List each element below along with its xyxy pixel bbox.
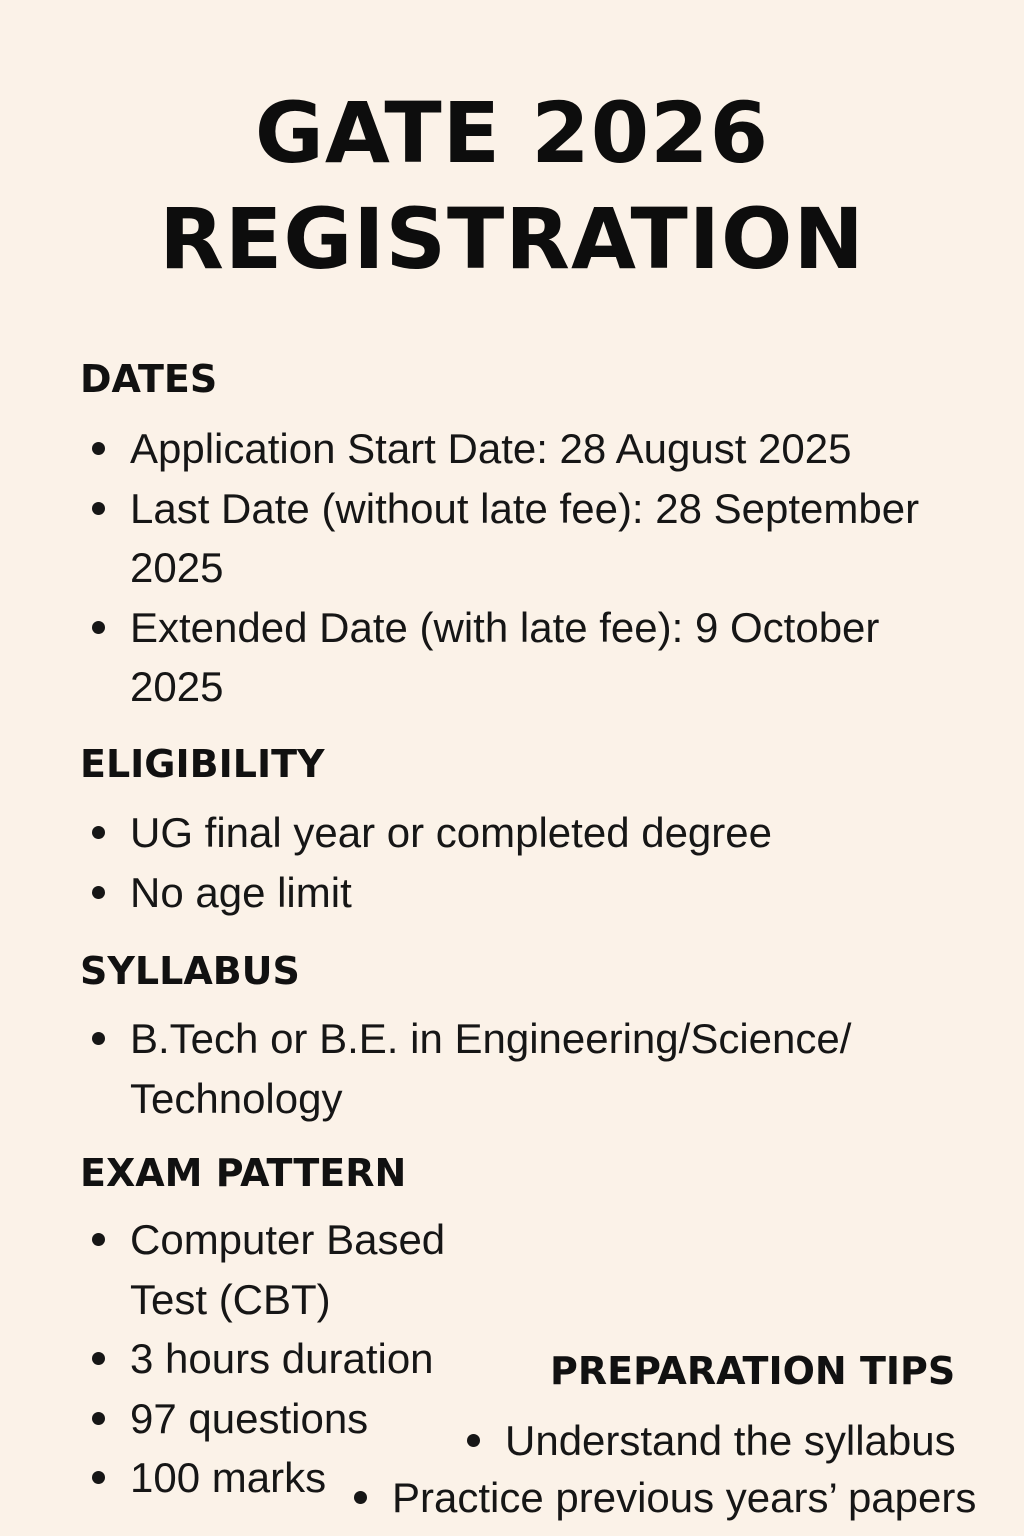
- exam-pattern-heading: EXAM PATTERN: [80, 1151, 407, 1195]
- eligibility-item-age: No age limit: [80, 863, 980, 923]
- syllabus-item-degree: B.Tech or B.E. in Engineering/Science/ Technology: [80, 1009, 880, 1128]
- title-line-2: REGISTRATION: [159, 190, 865, 288]
- dates-heading: DATES: [80, 357, 218, 401]
- preparation-tips-heading: PREPARATION TIPS: [550, 1349, 956, 1393]
- dates-list: [80, 419, 980, 717]
- title-line-1: GATE 2026: [254, 84, 770, 182]
- exam-item-mode: Computer Based Test (CBT): [80, 1210, 500, 1329]
- eligibility-item-degree: UG final year or completed degree: [80, 803, 980, 863]
- dates-item-application-start: Application Start Date: 28 August 2025: [80, 419, 980, 479]
- preparation-tips-list: [455, 1411, 1024, 1471]
- eligibility-list: [80, 803, 980, 922]
- dates-item-last-date: Last Date (without late fee): 28 September 2025: [80, 479, 980, 598]
- dates-item-extended-date: Extended Date (with late fee): 9 October 2025: [80, 598, 980, 717]
- exam-item-questions: 97 questions: [80, 1389, 500, 1449]
- syllabus-list: [80, 1009, 880, 1128]
- exam-item-marks: 100 marks: [80, 1448, 500, 1508]
- tips-item-previous-papers: Practice previous years’ papers: [342, 1468, 1024, 1528]
- tips-item-syllabus: Understand the syllabus: [455, 1411, 1024, 1471]
- preparation-tips-list-continued: [342, 1468, 1024, 1528]
- exam-item-duration: 3 hours duration: [80, 1329, 500, 1389]
- exam-pattern-list: [80, 1210, 500, 1508]
- syllabus-heading: SYLLABUS: [80, 949, 300, 993]
- eligibility-heading: ELIGIBILITY: [80, 742, 325, 786]
- page-title: [0, 80, 1024, 292]
